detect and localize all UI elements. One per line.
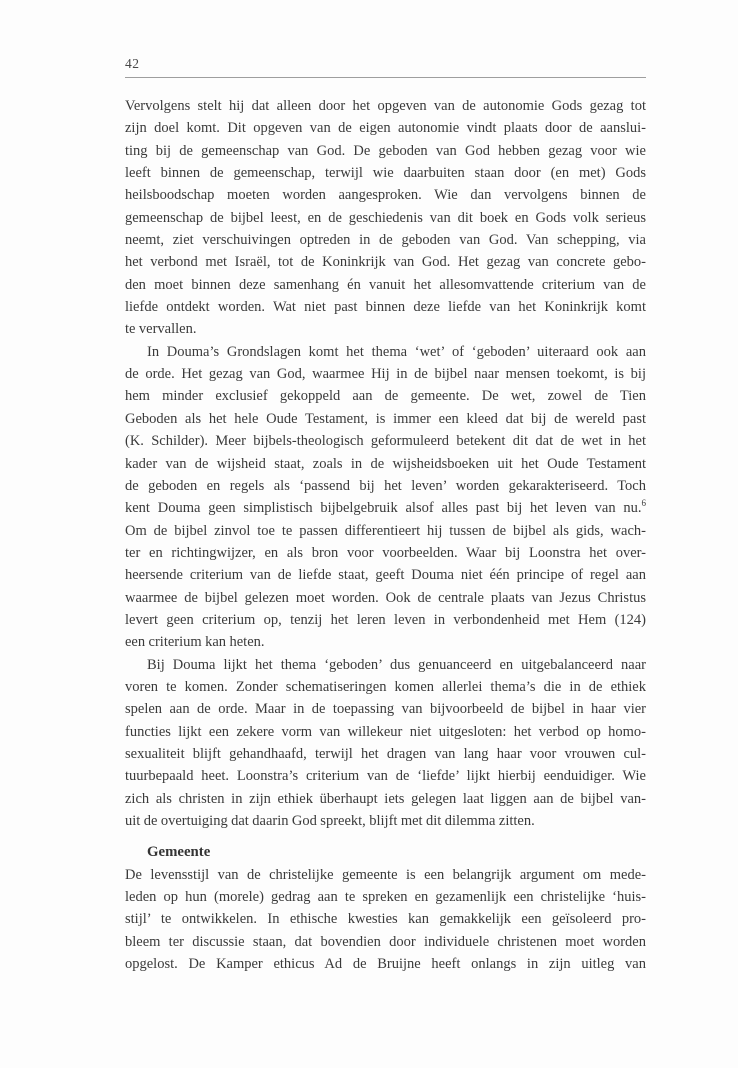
text-line: stijl’ te ontwikkelen. In ethische kwesties kan gemakkelijk een geïsoleerd pro-: [125, 911, 646, 928]
text-line: neemt, ziet verschuivingen optreden in de geboden van God. Van schepping, via: [125, 232, 646, 249]
text-line: gemeenschap de bijbel leest, en de geschiedenis van dit boek en Gods volk serieus: [125, 209, 646, 226]
text-line: Vervolgens stelt hij dat alleen door het opgeven van de autonomie Gods gezag tot: [125, 98, 646, 114]
text-line: In Douma’s Grondslagen komt het thema ‘wet’ of ‘geboden’ uiteraard ook aan: [147, 343, 646, 360]
text-line: kader van de wijsheid staat, zoals in de wijsheidsboeken uit het Oude Testament: [125, 455, 646, 472]
text-line: waarmee de bijbel gelezen moet worden. Ook de centrale plaats van Jezus Christus: [125, 589, 646, 606]
body-text: [125, 95, 646, 975]
text-line: De levensstijl van de christelijke gemeente is een belangrijk argument om mede-: [125, 866, 646, 883]
text-line: de orde. Het gezag van God, waarmee Hij in de bijbel naar mensen toekomt, is bij: [125, 366, 646, 383]
text-line: liefde ontdekt worden. Wat niet past binnen deze liefde van het Koninkrijk komt: [125, 299, 646, 316]
paragraph: [125, 864, 646, 976]
section-heading: Gemeente: [147, 844, 211, 861]
text-line: zich als christen in zijn ethiek überhaupt iets gelegen laat liggen aan de bijbel van-: [125, 790, 646, 807]
text-line: Bij Douma lijkt het thema ‘geboden’ dus genuanceerd en uitgebalanceerd naar: [147, 656, 646, 673]
text-line: bleem ter discussie staan, dat bovendien door individuele christenen moet worden: [125, 933, 646, 950]
text-line: (K. Schilder). Meer bijbels-theologisch geformuleerd betekent dit dat de wet in het: [125, 433, 646, 450]
text-line: leden op hun (morele) gedrag aan te spreken en gezamenlijk een christelijke ‘huis-: [125, 889, 646, 906]
text-line: levert geen criterium op, tenzij het leren leven in verbondenheid met Hem (124): [125, 611, 646, 628]
text-line: heilsboodschap moeten worden aangesproken. Wie dan vervolgens binnen de: [125, 187, 646, 204]
paragraph: [125, 341, 646, 654]
text-line: zijn doel komt. Dit opgeven van de eigen autonomie vindt plaats door de aanslui-: [125, 120, 646, 137]
text-line: hem minder exclusief gekoppeld aan de gemeente. De wet, zowel de Tien: [125, 388, 646, 405]
text-line: de geboden en regels als ‘passend bij het leven’ worden gekarakteriseerd. Toch: [125, 477, 646, 494]
text-line: kent Douma geen simplistisch bijbelgebruik alsof alles past bij het leven van nu.$^6$: [125, 498, 646, 517]
text-line: functies lijkt een zekere vorm van willekeur niet uitgesloten: het verbod op homo-: [125, 723, 646, 740]
text-line: het verbond met Israël, tot de Koninkrijk van God. Het gezag van concrete gebo-: [125, 254, 646, 271]
footnote-marker: 6: [641, 498, 646, 509]
text-line: tuurbepaald heet. Loonstra’s criterium van de ‘liefde’ lijkt hierbij eenduidiger. Wie: [125, 768, 646, 785]
text-line: opgelost. De Kamper ethicus Ad de Bruijne heeft onlangs in zijn uitleg van: [125, 956, 646, 973]
page-header: [125, 0, 646, 78]
text-line: Om de bijbel zinvol toe te passen differentieert hij tussen de bijbel als gids, wach-: [125, 522, 646, 539]
text-line: leeft binnen de gemeenschap, terwijl wie daarbuiten staan door (en met) Gods: [125, 165, 646, 182]
text-line: voren te komen. Zonder schematiseringen komen allerlei thema’s die in de ethiek: [125, 678, 646, 695]
text-line: heersende criterium van de liefde staat, geeft Douma niet één principe of regel aan: [125, 567, 646, 584]
page-number: 42: [125, 56, 140, 71]
text-line: sexualiteit blijft gehandhaafd, terwijl het dragen van lang haar voor vrouwen cul-: [125, 745, 646, 762]
paragraph: [125, 95, 646, 341]
text-line: Geboden als het hele Oude Testament, is immer een kleed dat bij de wereld past: [125, 410, 646, 427]
text-line: een criterium kan heten.: [125, 634, 265, 651]
paragraph: [125, 654, 646, 833]
text-line: ting bij de gemeenschap van God. De geboden van God hebben gezag voor wie: [125, 142, 646, 159]
text-line: uit de overtuiging dat daarin God spreekt, blijft met dit dilemma zitten.: [125, 813, 535, 829]
text-line: den moet binnen deze samenhang én vanuit het allesomvattende criterium van de: [125, 276, 646, 293]
text-line: te vervallen.: [125, 321, 197, 338]
text-line: spelen aan de orde. Maar in de toepassing van bijvoorbeeld de bijbel in haar vier: [125, 701, 646, 718]
text-line: ter en richtingwijzer, en als bron voor voorbeelden. Waar bij Loonstra het over-: [125, 544, 646, 561]
